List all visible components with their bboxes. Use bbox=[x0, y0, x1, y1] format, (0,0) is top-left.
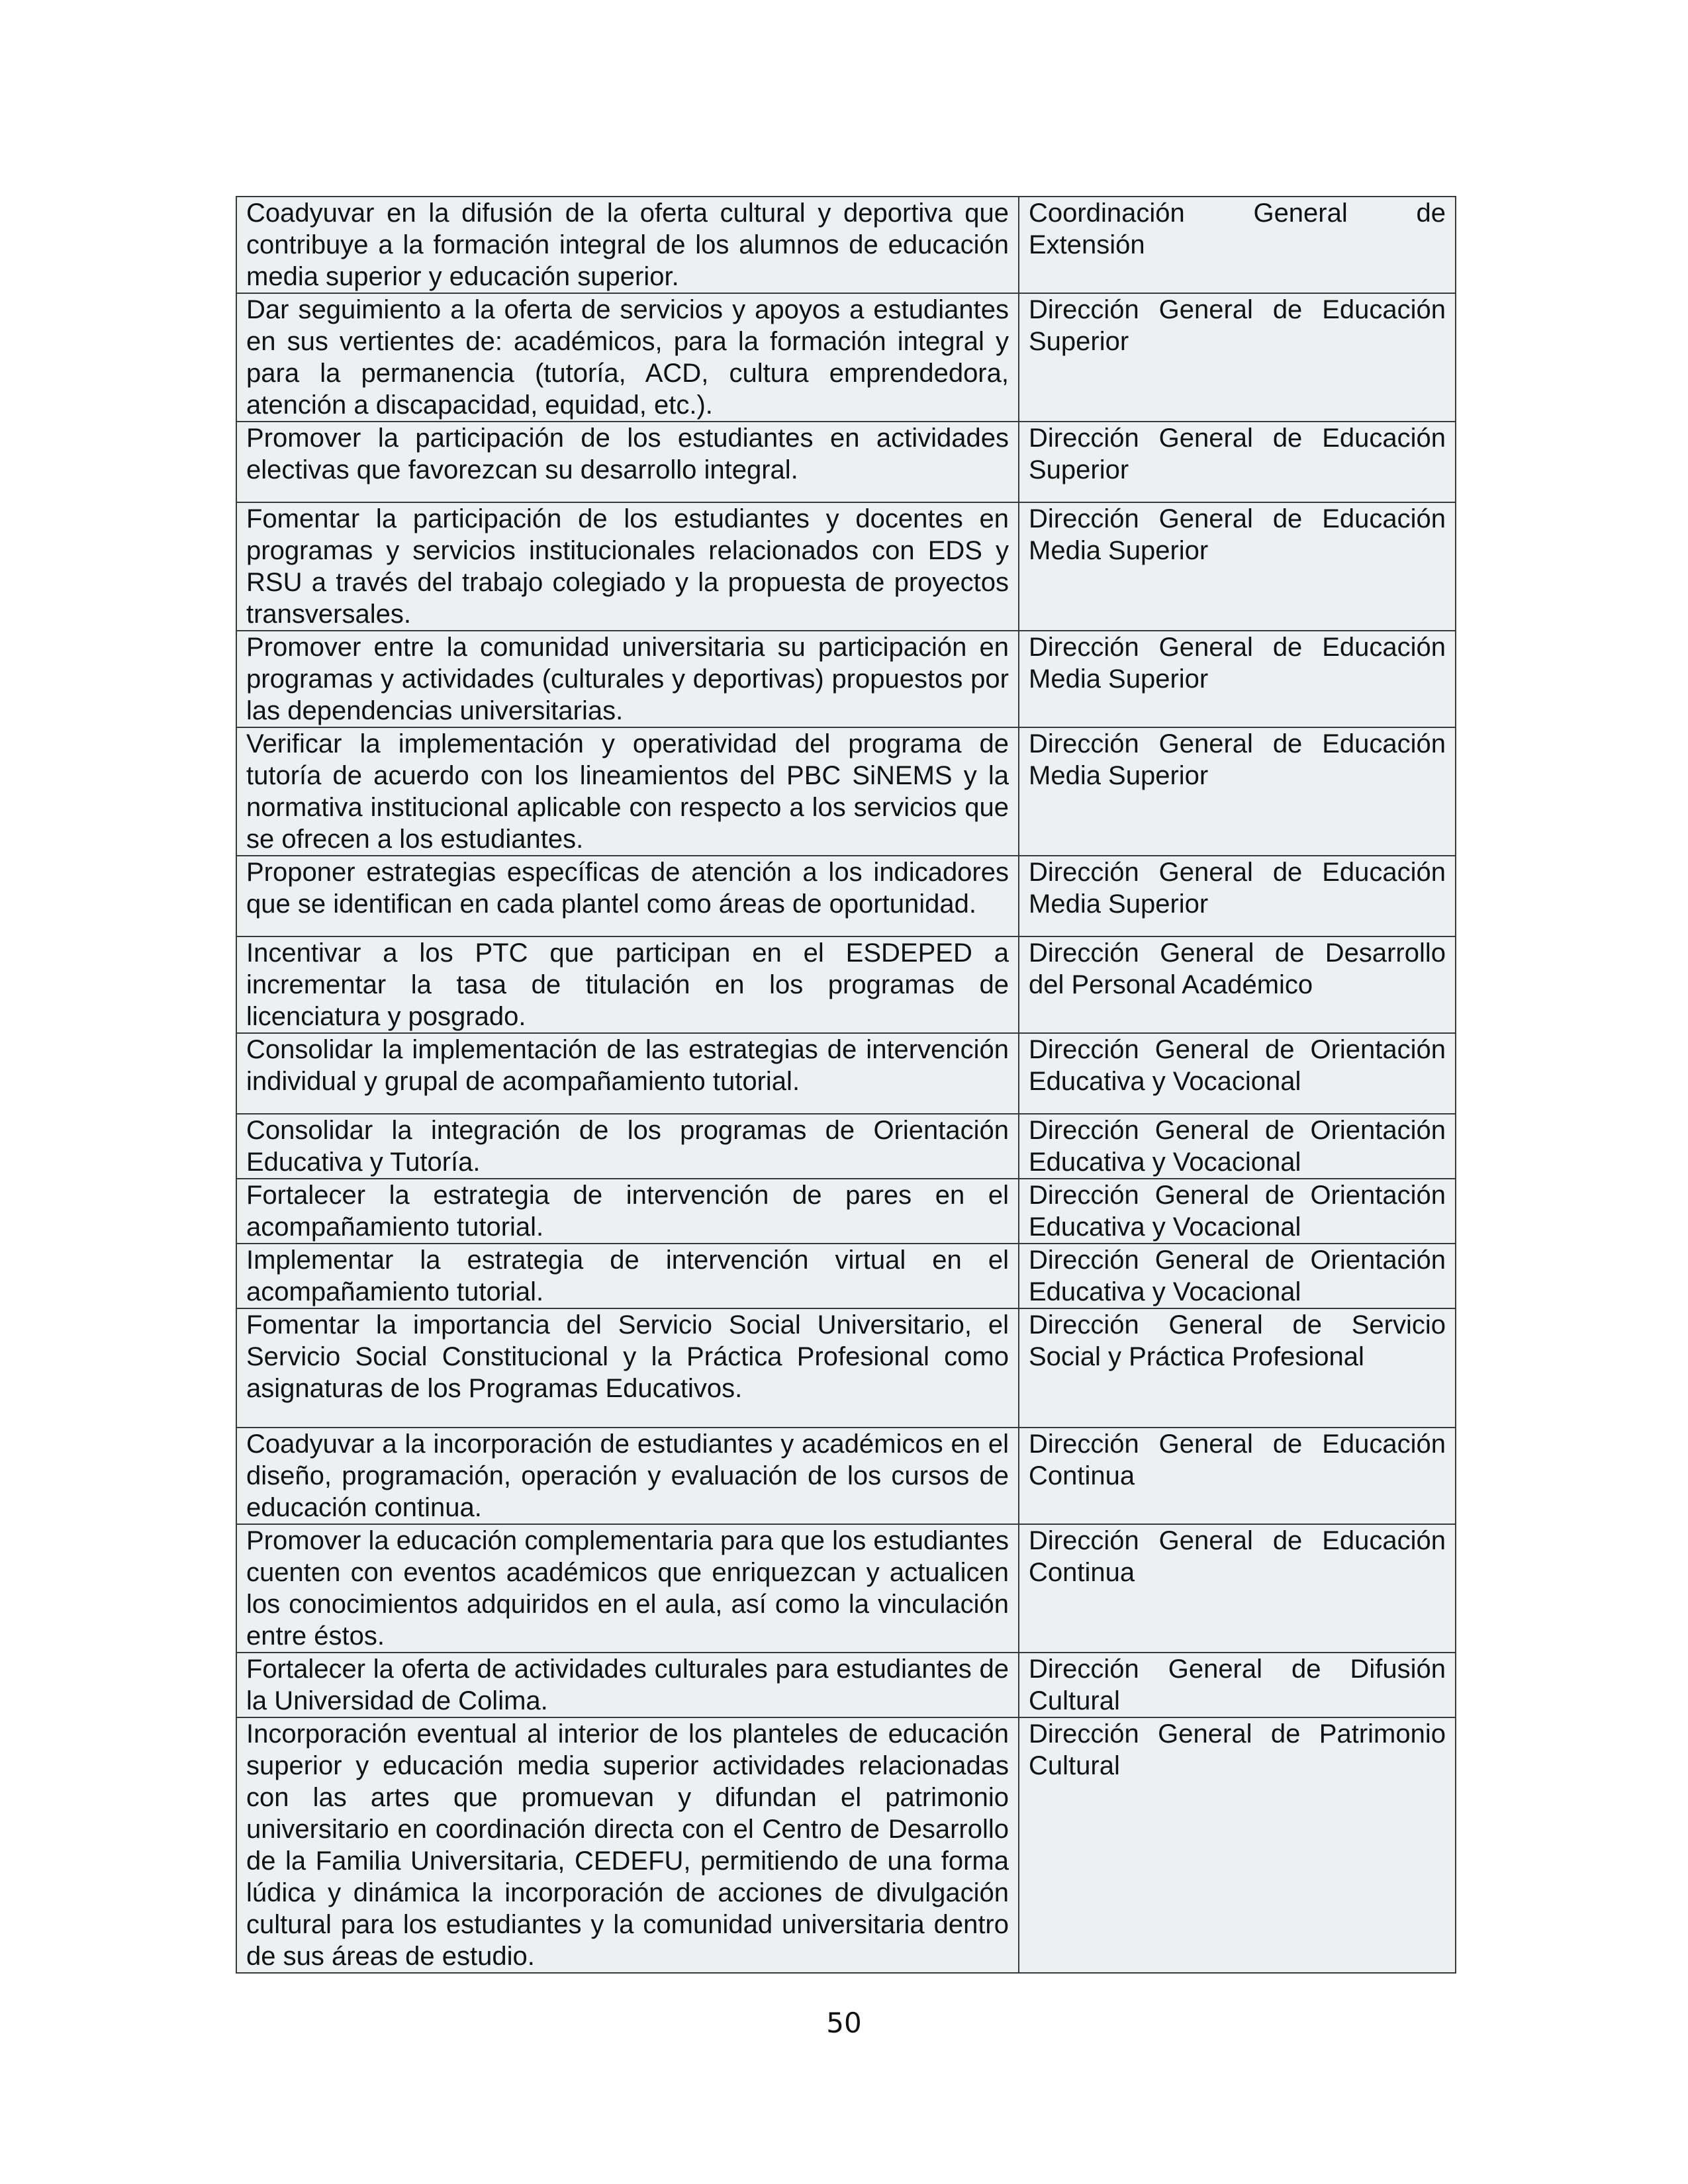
action-cell: Fomentar la importancia del Servicio Social Universitario, el Servicio Social Constitucional y la Práctica Profesional como asignaturas de los Programas Educativos. bbox=[236, 1308, 1019, 1428]
responsible-cell: Dirección General de Educación Media Superior bbox=[1019, 631, 1456, 727]
responsible-cell: Dirección General de Orientación Educativa y Vocacional bbox=[1019, 1114, 1456, 1179]
table-row bbox=[236, 727, 1456, 856]
table-row bbox=[236, 1308, 1456, 1428]
table-row bbox=[236, 1653, 1456, 1717]
action-cell: Consolidar la implementación de las estrategias de intervención individual y grupal de acompañamiento tutorial. bbox=[236, 1033, 1019, 1114]
responsible-cell: Dirección General de Desarrollo del Personal Académico bbox=[1019, 936, 1456, 1033]
action-cell: Proponer estrategias específicas de atención a los indicadores que se identifican en cada plantel como áreas de oportunidad. bbox=[236, 856, 1019, 936]
responsible-cell: Dirección General de Orientación Educativa y Vocacional bbox=[1019, 1179, 1456, 1244]
action-cell: Incorporación eventual al interior de los planteles de educación superior y educación media superior actividades relacionadas con las artes que promuevan y difundan el patrimonio universitario en coordinación directa con el Centro de Desarrollo de la Familia Universitaria, CEDEFU, permitiendo de una forma lúdica y dinámica la incorporación de acciones de divulgación cultural para los estudiantes y la comunidad universitaria dentro de sus áreas de estudio. bbox=[236, 1717, 1019, 1973]
table-row bbox=[236, 631, 1456, 727]
responsible-cell: Dirección General de Educación Media Superior bbox=[1019, 856, 1456, 936]
action-cell: Coadyuvar en la difusión de la oferta cultural y deportiva que contribuye a la formación integral de los alumnos de educación media superior y educación superior. bbox=[236, 197, 1019, 293]
action-cell: Fomentar la participación de los estudiantes y docentes en programas y servicios institucionales relacionados con EDS y RSU a través del trabajo colegiado y la propuesta de proyectos transversales. bbox=[236, 502, 1019, 631]
action-cell: Consolidar la integración de los programas de Orientación Educativa y Tutoría. bbox=[236, 1114, 1019, 1179]
responsible-cell: Dirección General de Orientación Educativa y Vocacional bbox=[1019, 1244, 1456, 1308]
table-row bbox=[236, 936, 1456, 1033]
table-row bbox=[236, 1428, 1456, 1524]
responsible-cell: Dirección General de Educación Media Superior bbox=[1019, 502, 1456, 631]
table-row bbox=[236, 197, 1456, 293]
responsible-cell: Dirección General de Servicio Social y Práctica Profesional bbox=[1019, 1308, 1456, 1428]
table-row bbox=[236, 1717, 1456, 1973]
responsible-cell: Dirección General de Educación Continua bbox=[1019, 1524, 1456, 1653]
responsible-cell: Coordinación General de Extensión bbox=[1019, 197, 1456, 293]
responsible-cell: Dirección General de Educación Superior bbox=[1019, 293, 1456, 422]
action-cell: Verificar la implementación y operatividad del programa de tutoría de acuerdo con los lineamientos del PBC SiNEMS y la normativa institucional aplicable con respecto a los servicios que se ofrecen a los estudiantes. bbox=[236, 727, 1019, 856]
table-row bbox=[236, 293, 1456, 422]
action-cell: Promover entre la comunidad universitaria su participación en programas y actividades (culturales y deportivas) propuestos por las dependencias universitarias. bbox=[236, 631, 1019, 727]
table-row bbox=[236, 1524, 1456, 1653]
action-cell: Coadyuvar a la incorporación de estudiantes y académicos en el diseño, programación, operación y evaluación de los cursos de educación continua. bbox=[236, 1428, 1019, 1524]
action-cell: Implementar la estrategia de intervención virtual en el acompañamiento tutorial. bbox=[236, 1244, 1019, 1308]
actions-table bbox=[236, 196, 1456, 1974]
responsible-cell: Dirección General de Educación Continua bbox=[1019, 1428, 1456, 1524]
table-row bbox=[236, 1179, 1456, 1244]
responsible-cell: Dirección General de Difusión Cultural bbox=[1019, 1653, 1456, 1717]
responsible-cell: Dirección General de Patrimonio Cultural bbox=[1019, 1717, 1456, 1973]
table-row bbox=[236, 856, 1456, 936]
table-row bbox=[236, 1244, 1456, 1308]
action-cell: Fortalecer la estrategia de intervención de pares en el acompañamiento tutorial. bbox=[236, 1179, 1019, 1244]
action-cell: Incentivar a los PTC que participan en el ESDEPED a incrementar la tasa de titulación en los programas de licenciatura y posgrado. bbox=[236, 936, 1019, 1033]
action-cell: Promover la participación de los estudiantes en actividades electivas que favorezcan su desarrollo integral. bbox=[236, 422, 1019, 502]
action-cell: Dar seguimiento a la oferta de servicios y apoyos a estudiantes en sus vertientes de: académicos, para la formación integral y para la permanencia (tutoría, ACD, cultura emprendedora, atención a discapacidad, equidad, etc.). bbox=[236, 293, 1019, 422]
action-cell: Promover la educación complementaria para que los estudiantes cuenten con eventos académicos que enriquezcan y actualicen los conocimientos adquiridos en el aula, así como la vinculación entre éstos. bbox=[236, 1524, 1019, 1653]
action-cell: Fortalecer la oferta de actividades culturales para estudiantes de la Universidad de Colima. bbox=[236, 1653, 1019, 1717]
table-row bbox=[236, 1033, 1456, 1114]
table-row bbox=[236, 502, 1456, 631]
table-row bbox=[236, 422, 1456, 502]
responsible-cell: Dirección General de Educación Media Superior bbox=[1019, 727, 1456, 856]
page-number: 50 bbox=[826, 2007, 862, 2039]
table-row bbox=[236, 1114, 1456, 1179]
responsible-cell: Dirección General de Orientación Educativa y Vocacional bbox=[1019, 1033, 1456, 1114]
responsible-cell: Dirección General de Educación Superior bbox=[1019, 422, 1456, 502]
